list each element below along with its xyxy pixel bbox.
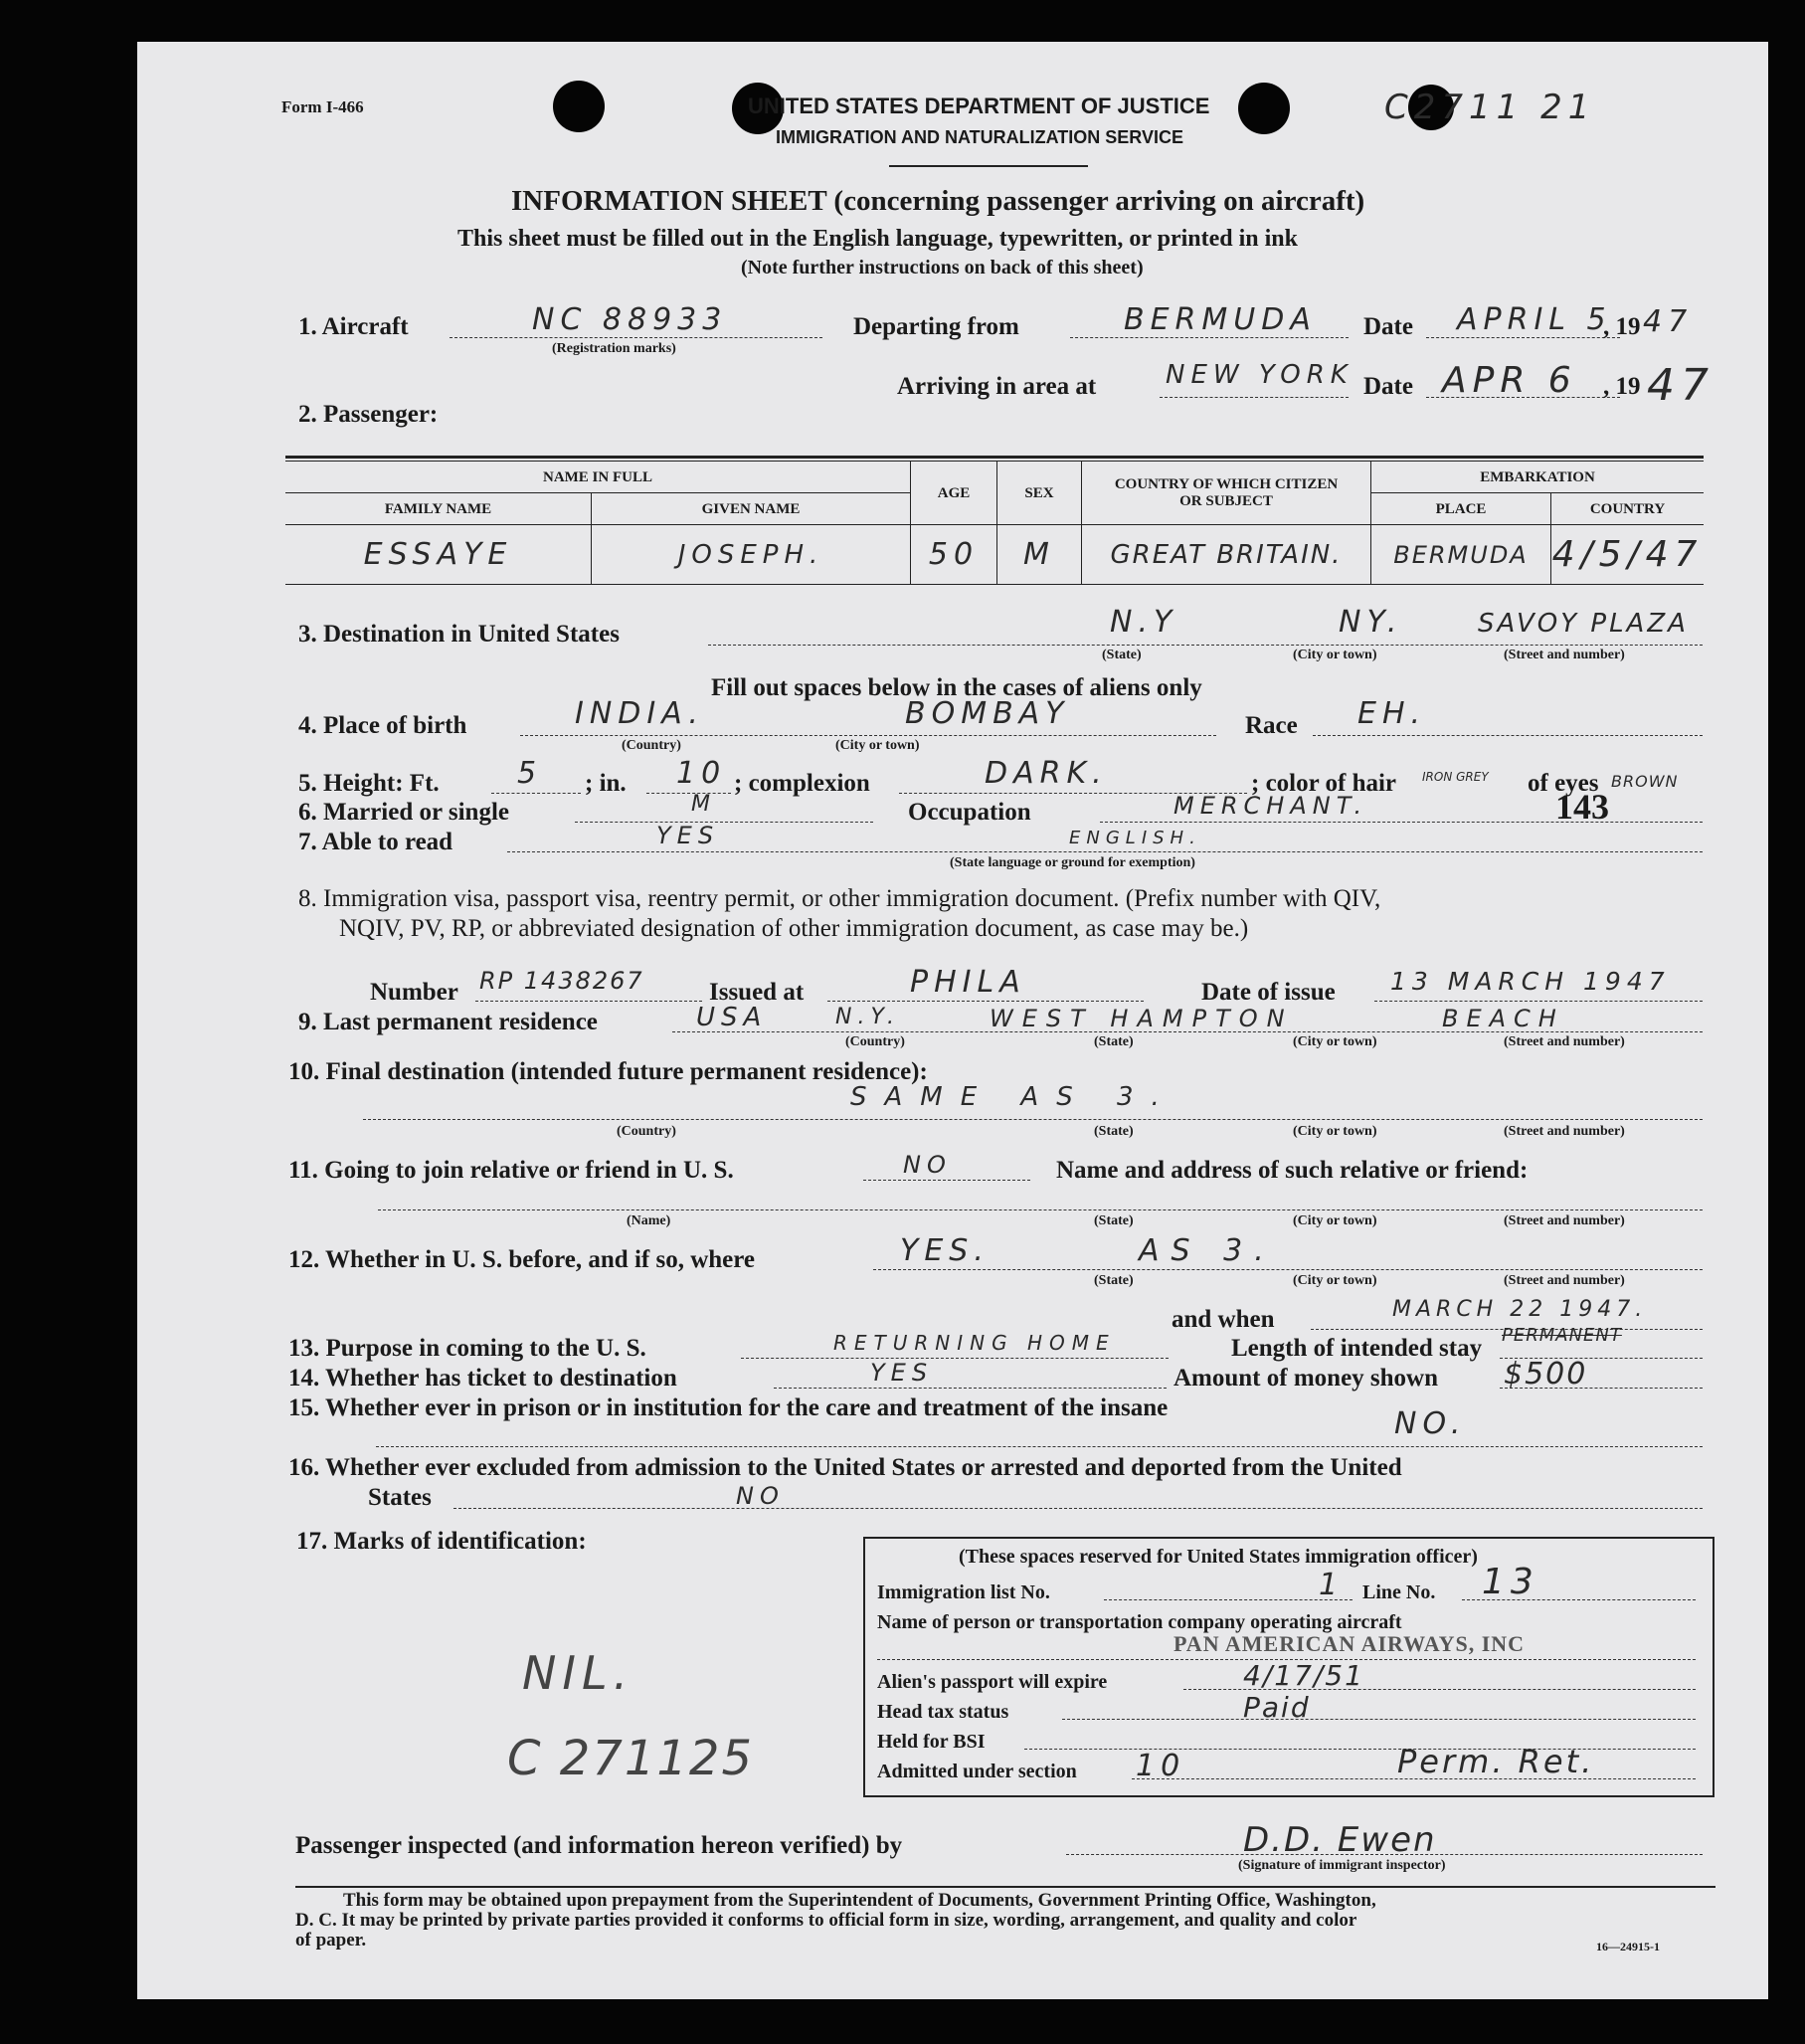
inches-label: ; in. bbox=[585, 770, 627, 797]
destination-line bbox=[708, 645, 1703, 646]
married-value: M bbox=[691, 792, 716, 817]
when-label: and when bbox=[1172, 1306, 1275, 1333]
arrive-date-label: Date bbox=[1363, 373, 1413, 400]
officer-heading: (These spaces reserved for United States immigration officer) bbox=[959, 1546, 1478, 1568]
arrive-date-value: APR 6 bbox=[1442, 360, 1577, 401]
admitted-value: 10 bbox=[1136, 1749, 1186, 1783]
read-caption: (State language or ground for exemption) bbox=[950, 855, 1195, 870]
service-title: IMMIGRATION AND NATURALIZATION SERVICE bbox=[776, 127, 1183, 147]
arriving-label: Arriving in area at bbox=[897, 373, 1097, 400]
marks-value: NIL. bbox=[522, 1646, 634, 1700]
residence-city: WEST HAMPTON bbox=[990, 1005, 1294, 1032]
doc-number-label: Number bbox=[370, 979, 458, 1006]
prison-value: NO. bbox=[1394, 1406, 1467, 1441]
race-value: EH. bbox=[1357, 696, 1427, 731]
height-inches: 10 bbox=[676, 756, 727, 791]
operator-stamp: PAN AMERICAN AIRWAYS, INC bbox=[1173, 1631, 1526, 1656]
age-header: AGE bbox=[937, 484, 971, 501]
money-value: $500 bbox=[1504, 1357, 1588, 1392]
before-value: YES. bbox=[900, 1233, 990, 1268]
footer-line-2: D. C. It may be printed by private parties provided it conforms to official form in size, wording, arrangement, and quality and color bbox=[295, 1910, 1357, 1931]
destination-state-caption: (State) bbox=[1102, 648, 1142, 662]
occupation-line bbox=[1100, 822, 1703, 823]
eyes-value: BROWN bbox=[1611, 772, 1679, 791]
purpose-line bbox=[741, 1358, 1169, 1359]
destination-state: N.Y bbox=[1110, 605, 1178, 640]
read-line bbox=[507, 851, 1703, 852]
stay-value: PERMANENT bbox=[1502, 1325, 1622, 1346]
passport-label: Alien's passport will expire bbox=[877, 1671, 1108, 1693]
headtax-label: Head tax status bbox=[877, 1701, 1009, 1723]
page-title: INFORMATION SHEET (concerning passenger arriving on aircraft) bbox=[511, 185, 1365, 217]
relative-value: NO bbox=[903, 1151, 952, 1179]
before-state-caption: (State) bbox=[1094, 1273, 1134, 1288]
issued-at-label: Issued at bbox=[709, 979, 805, 1006]
prison-label: 15. Whether ever in prison or in institution for the care and treatment of the insane bbox=[288, 1394, 1169, 1421]
issue-date-line bbox=[1374, 1001, 1703, 1002]
race-line bbox=[1313, 735, 1703, 736]
occupation-label: Occupation bbox=[908, 799, 1031, 826]
passenger-table bbox=[285, 461, 1704, 585]
footer-code: 16—24915-1 bbox=[1596, 1940, 1660, 1953]
prison-line bbox=[376, 1446, 1703, 1447]
page-subtitle: This sheet must be filled out in the English language, typewritten, or printed in ink bbox=[457, 226, 1298, 252]
purpose-label: 13. Purpose in coming to the U. S. bbox=[288, 1335, 646, 1362]
final-country-caption: (Country) bbox=[617, 1124, 676, 1139]
departing-line bbox=[1070, 337, 1349, 338]
depart-year-value: 47 bbox=[1643, 304, 1694, 339]
relative-name-caption: (Name) bbox=[627, 1213, 671, 1228]
departing-value: BERMUDA bbox=[1124, 302, 1317, 337]
departing-label: Departing from bbox=[853, 313, 1019, 340]
race-label: Race bbox=[1245, 712, 1298, 739]
embarkation-header: EMBARKATION bbox=[1480, 468, 1595, 485]
passport-value: 4/17/51 bbox=[1243, 1659, 1364, 1692]
bsi-line bbox=[1024, 1749, 1696, 1750]
family-name-header: FAMILY NAME bbox=[384, 500, 492, 517]
marks-file-number: C 271125 bbox=[507, 1731, 755, 1786]
final-state-caption: (State) bbox=[1094, 1124, 1134, 1139]
admitted-label: Admitted under section bbox=[877, 1761, 1077, 1782]
list-value: 1 bbox=[1319, 1568, 1345, 1602]
inches-line bbox=[646, 793, 731, 794]
footer-rule bbox=[295, 1886, 1715, 1888]
depart-date-line bbox=[1426, 337, 1620, 338]
headtax-value: Paid bbox=[1243, 1691, 1311, 1724]
headtax-line bbox=[1062, 1719, 1696, 1720]
footer-line-1: This form may be obtained upon prepayment from the Superintendent of Documents, Government Printing Office, Washington, bbox=[343, 1890, 1376, 1911]
destination-city: NY. bbox=[1339, 605, 1403, 640]
punch-hole-left bbox=[553, 81, 605, 132]
residence-label: 9. Last permanent residence bbox=[298, 1009, 598, 1035]
age-value: 50 bbox=[928, 537, 980, 572]
before-where: AS 3. bbox=[1139, 1233, 1276, 1268]
eyes-label: of eyes bbox=[1528, 770, 1599, 797]
residence-country-caption: (Country) bbox=[845, 1034, 905, 1049]
form-number: Form I-466 bbox=[281, 97, 364, 116]
height-label: 5. Height: Ft. bbox=[298, 770, 440, 797]
final-city-caption: (City or town) bbox=[1293, 1124, 1377, 1139]
residence-city-caption: (City or town) bbox=[1293, 1034, 1377, 1049]
arrive-year-value: 47 bbox=[1647, 360, 1715, 411]
inspector-signature: D.D. Ewen bbox=[1243, 1820, 1437, 1860]
relative-street-caption: (Street and number) bbox=[1504, 1213, 1625, 1228]
department-title: UNITED STATES DEPARTMENT OF JUSTICE bbox=[748, 93, 1210, 118]
final-destination-value: SAME AS 3. bbox=[850, 1082, 1177, 1112]
purpose-value: RETURNING HOME bbox=[833, 1331, 1116, 1355]
depart-year-prefix: , 19 bbox=[1603, 313, 1641, 340]
before-line bbox=[873, 1269, 1703, 1270]
issue-date-value: 13 MARCH 1947 bbox=[1390, 967, 1671, 996]
doc-number-value: RP 1438267 bbox=[479, 967, 644, 995]
doc-number-line bbox=[475, 1001, 702, 1002]
relative-line bbox=[863, 1180, 1030, 1181]
issued-at-line bbox=[827, 1001, 1144, 1002]
arriving-line bbox=[1160, 397, 1349, 398]
destination-label: 3. Destination in United States bbox=[298, 621, 620, 648]
embark-place-value: BERMUDA bbox=[1393, 540, 1529, 569]
list-label: Immigration list No. bbox=[877, 1581, 1050, 1603]
residence-state: N.Y. bbox=[835, 1005, 901, 1029]
birth-city: BOMBAY bbox=[905, 696, 1070, 731]
relative-label: 11. Going to join relative or friend in U. S. bbox=[288, 1157, 734, 1184]
birth-label: 4. Place of birth bbox=[298, 712, 467, 739]
excluded-line bbox=[453, 1508, 1703, 1509]
registration-caption: (Registration marks) bbox=[552, 341, 676, 356]
inspection-label: Passenger inspected (and information hereon verified) by bbox=[295, 1832, 903, 1859]
country-sub-header: COUNTRY bbox=[1589, 500, 1666, 517]
residence-state-caption: (State) bbox=[1094, 1034, 1134, 1049]
page-note: (Note further instructions on back of this sheet) bbox=[741, 257, 1144, 279]
family-name-value: ESSAYE bbox=[363, 537, 513, 572]
when-value: MARCH 22 1947. bbox=[1392, 1297, 1648, 1322]
file-number-top: C2711 21 bbox=[1384, 88, 1596, 127]
sex-value: M bbox=[1023, 537, 1055, 572]
aliens-heading: Fill out spaces below in the cases of aliens only bbox=[711, 674, 1202, 701]
ticket-value: YES bbox=[870, 1359, 934, 1387]
relative-city-caption: (City or town) bbox=[1293, 1213, 1377, 1228]
residence-street: BEACH bbox=[1442, 1005, 1564, 1032]
name-in-full-header: NAME IN FULL bbox=[542, 468, 652, 485]
birth-city-caption: (City or town) bbox=[835, 738, 920, 753]
occupation-value: MERCHANT. bbox=[1173, 792, 1368, 820]
read-value: YES bbox=[656, 822, 720, 849]
feet-line bbox=[491, 793, 581, 794]
final-destination-label: 10. Final destination (intended future permanent residence): bbox=[288, 1058, 928, 1085]
document-label-2: NQIV, PV, RP, or abbreviated designation of other immigration document, as case may be.) bbox=[339, 915, 1249, 942]
married-line bbox=[575, 822, 873, 823]
excluded-label-2: States bbox=[368, 1484, 432, 1511]
read-label: 7. Able to read bbox=[298, 829, 453, 855]
birth-country-caption: (Country) bbox=[622, 738, 681, 753]
depart-date-label: Date bbox=[1363, 313, 1413, 340]
passenger-label: 2. Passenger: bbox=[298, 401, 439, 428]
header-rule bbox=[889, 165, 1088, 167]
issued-at-value: PHILA bbox=[910, 965, 1026, 1000]
ticket-line bbox=[774, 1388, 1167, 1389]
place-header: PLACE bbox=[1435, 500, 1487, 517]
arriving-value: NEW YORK bbox=[1166, 360, 1354, 390]
list-line bbox=[1104, 1599, 1353, 1600]
stay-label: Length of intended stay bbox=[1231, 1335, 1483, 1362]
residence-country: USA bbox=[696, 1003, 768, 1032]
table-top-rule bbox=[285, 456, 1704, 459]
complexion-value: DARK. bbox=[985, 756, 1108, 791]
citizenship-header: COUNTRY OF WHICH CITIZEN OR SUBJECT bbox=[1114, 475, 1339, 509]
punch-hole-right bbox=[1238, 83, 1290, 134]
married-label: 6. Married or single bbox=[298, 799, 509, 826]
line-no-label: Line No. bbox=[1362, 1581, 1436, 1603]
document-label-1: 8. Immigration visa, passport visa, reentry permit, or other immigration document. (Prefix number with QIV, bbox=[298, 885, 1381, 912]
read-language: ENGLISH. bbox=[1069, 828, 1201, 848]
inspection-caption: (Signature of immigrant inspector) bbox=[1238, 1858, 1446, 1873]
birth-line bbox=[520, 735, 1216, 736]
ticket-label: 14. Whether has ticket to destination bbox=[288, 1365, 677, 1392]
stamp-number: 143 bbox=[1555, 787, 1609, 827]
excluded-value: NO bbox=[736, 1482, 785, 1510]
sex-header: SEX bbox=[1024, 484, 1054, 501]
operator-label: Name of person or transportation company operating aircraft bbox=[877, 1611, 1402, 1633]
residence-street-caption: (Street and number) bbox=[1504, 1034, 1625, 1049]
admitted-note: Perm. Ret. bbox=[1397, 1743, 1595, 1780]
birth-country: INDIA. bbox=[575, 696, 704, 731]
final-destination-line bbox=[363, 1119, 1703, 1120]
line-no-value: 13 bbox=[1482, 1562, 1539, 1602]
destination-city-caption: (City or town) bbox=[1293, 648, 1377, 662]
issue-date-label: Date of issue bbox=[1201, 979, 1336, 1006]
relative-name-label: Name and address of such relative or friend: bbox=[1056, 1157, 1529, 1184]
final-street-caption: (Street and number) bbox=[1504, 1124, 1625, 1139]
footer-line-3: of paper. bbox=[295, 1930, 367, 1951]
aircraft-label: 1. Aircraft bbox=[298, 313, 409, 340]
citizenship-value: GREAT BRITAIN. bbox=[1110, 539, 1343, 570]
destination-street: SAVOY PLAZA bbox=[1478, 609, 1689, 639]
embark-date-value: 4/5/47 bbox=[1551, 534, 1704, 575]
hair-value: IRON GREY bbox=[1422, 770, 1489, 784]
hair-label: ; color of hair bbox=[1251, 770, 1397, 797]
before-city-caption: (City or town) bbox=[1293, 1273, 1377, 1288]
bsi-label: Held for BSI bbox=[877, 1731, 986, 1753]
height-feet: 5 bbox=[517, 756, 543, 791]
money-label: Amount of money shown bbox=[1173, 1365, 1439, 1392]
arrive-year-prefix: , 19 bbox=[1603, 373, 1641, 400]
marks-label: 17. Marks of identification: bbox=[296, 1528, 587, 1555]
aircraft-value: NC 88933 bbox=[532, 302, 728, 337]
before-label: 12. Whether in U. S. before, and if so, where bbox=[288, 1246, 755, 1273]
relative-state-caption: (State) bbox=[1094, 1213, 1134, 1228]
relative-name-line bbox=[378, 1209, 1703, 1210]
given-name-header: GIVEN NAME bbox=[701, 500, 801, 517]
given-name-value: JOSEPH. bbox=[677, 539, 824, 570]
complexion-label: ; complexion bbox=[734, 770, 870, 797]
destination-street-caption: (Street and number) bbox=[1504, 648, 1625, 662]
excluded-label-1: 16. Whether ever excluded from admission to the United States or arrested and deported from the United bbox=[288, 1454, 1402, 1481]
before-street-caption: (Street and number) bbox=[1504, 1273, 1625, 1288]
aircraft-line bbox=[450, 337, 822, 338]
depart-date-value: APRIL 5 bbox=[1457, 302, 1612, 337]
